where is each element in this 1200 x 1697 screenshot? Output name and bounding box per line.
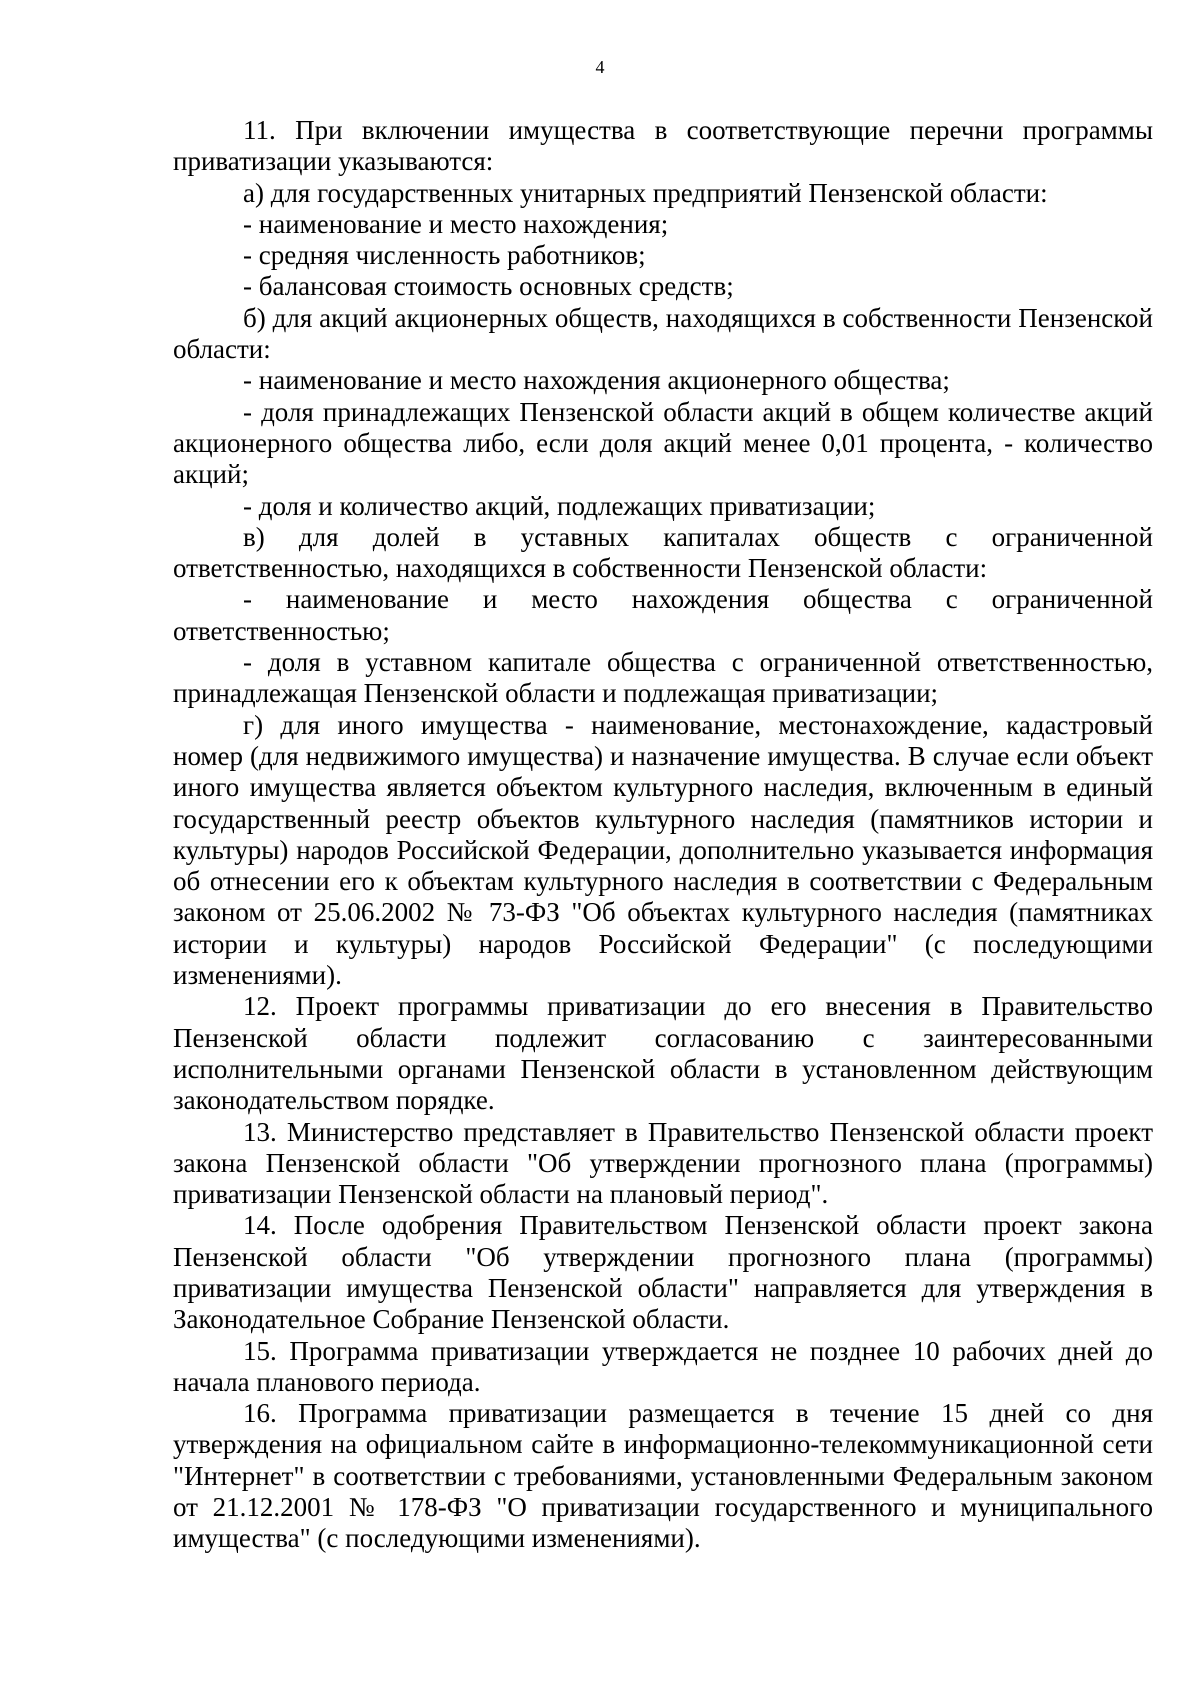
paragraph-11g: г) для иного имущества - наименование, местонахождение, кадастровый номер (для недвижимого имущества) и назначение имущества. В случае если объект иного имущества является объектом культурного наследия, включенным в единый государственный реестр объектов культурного наследия (памятников истории и культуры) народов Российской Федерации, дополнительно указывается информация об отнесении его к объектам культурного наследия в соответствии с Федеральным законом от 25.06.2002 № 73-ФЗ "Об объектах культурного наследия (памятниках истории и культуры) народов Российской Федерации" (с последующими изменениями). — [173, 709, 1153, 991]
list-item: - доля в уставном капитале общества с ограниченной ответственностью, принадлежащая Пензенской области и подлежащая приватизации; — [173, 647, 1153, 709]
paragraph-13: 13. Министерство представляет в Правительство Пензенской области проект закона Пензенской области "Об утверждении прогнозного плана (программы) приватизации Пензенской области на плановый период". — [173, 1116, 1153, 1210]
list-item: - доля принадлежащих Пензенской области акций в общем количестве акций акционерного общества либо, если доля акций менее 0,01 процента, - количество акций; — [173, 396, 1153, 490]
paragraph-11: 11. При включении имущества в соответствующие перечни программы приватизации указываются: — [173, 115, 1153, 177]
paragraph-11v: в) для долей в уставных капиталах обществ с ограниченной ответственностью, находящихся в собственности Пензенской области: — [173, 521, 1153, 584]
paragraph-11a: а) для государственных унитарных предприятий Пензенской области: — [243, 177, 1048, 208]
list-item: - балансовая стоимость основных средств; — [243, 271, 734, 302]
document-body — [173, 115, 1153, 1555]
paragraph-15: 15. Программа приватизации утверждается не позднее 10 рабочих дней до начала планового периода. — [173, 1335, 1153, 1397]
list-item: - наименование и место нахождения акционерного общества; — [243, 365, 950, 396]
paragraph-16: 16. Программа приватизации размещается в течение 15 дней со дня утверждения на официальном сайте в информационно-телекоммуникационной сети "Интернет" в соответствии с требованиями, установленными Федеральным законом от 21.12.2001 № 178-ФЗ "О приватизации государственного и муниципального имущества" (с последующими изменениями). — [173, 1398, 1153, 1554]
list-item: - наименование и место нахождения общества с ограниченной ответственностью; — [173, 584, 1153, 646]
paragraph-12: 12. Проект программы приватизации до его внесения в Правительство Пензенской области подлежит согласованию с заинтересованными исполнительными органами Пензенской области в установленном действующим законодательством порядке. — [173, 991, 1153, 1116]
paragraph-14: 14. После одобрения Правительством Пензенской области проект закона Пензенской области "Об утверждении прогнозного плана (программы) приватизации имущества Пензенской области" направляется для утверждения в Законодательное Собрание Пензенской области. — [173, 1210, 1153, 1335]
list-item: - доля и количество акций, подлежащих приватизации; — [243, 490, 876, 521]
list-item: - средняя численность работников; — [243, 240, 646, 271]
list-item: - наименование и место нахождения; — [243, 208, 669, 239]
page-number: 4 — [595, 57, 605, 77]
paragraph-11b: б) для акций акционерных обществ, находящихся в собственности Пензенской области: — [173, 302, 1153, 365]
